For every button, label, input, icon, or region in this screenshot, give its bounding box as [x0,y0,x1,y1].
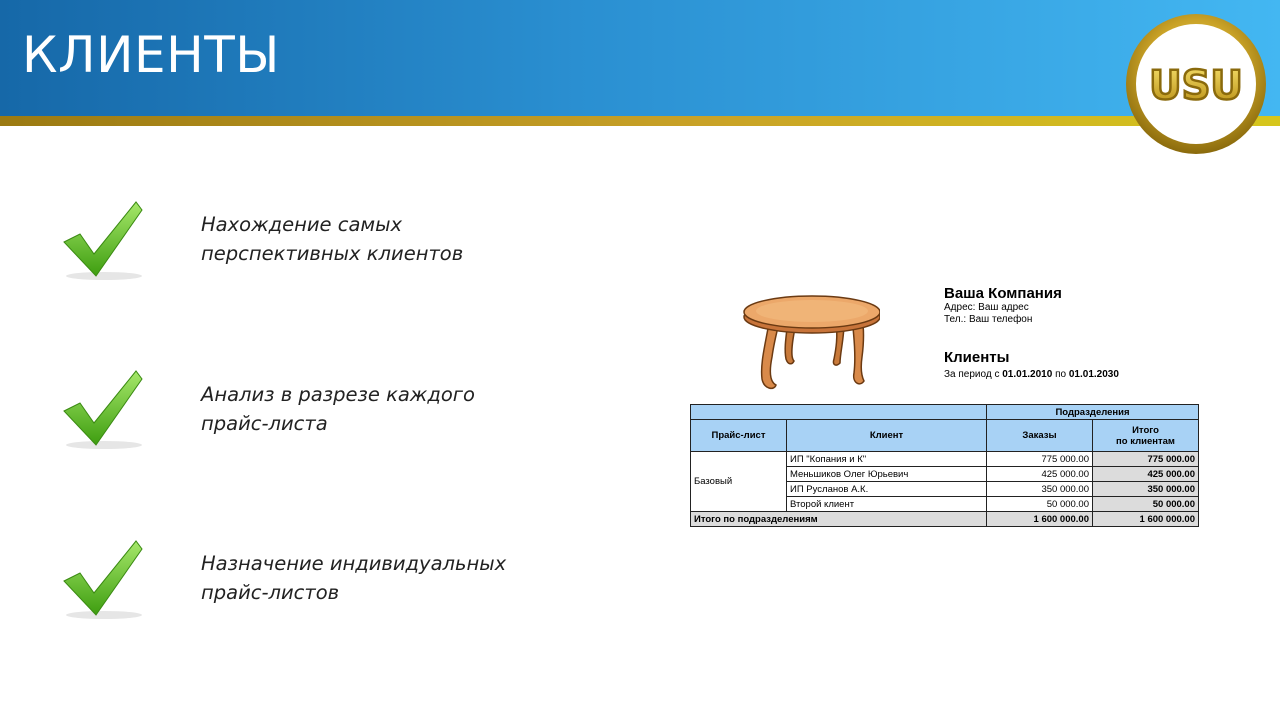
checkmark-icon [58,200,150,286]
period-prefix: За период с [944,369,1000,380]
feature-line: перспективных клиентов [201,242,464,265]
header-total-line1: Итого [1132,424,1159,436]
table-row [691,452,1199,467]
table-header-row [691,420,1199,452]
header-empty [691,405,987,420]
cell-client: Второй клиент [787,497,987,512]
company-phone: Тел.: Ваш телефон [944,314,1033,325]
feature-item [0,539,620,639]
company-name: Ваша Компания [944,285,1062,302]
cell-total: 775 000.00 [1093,452,1199,467]
report-title: Клиенты [944,349,1010,366]
feature-line: Назначение индивидуальных [201,552,507,575]
header-total [1093,420,1199,452]
usu-logo [1124,12,1268,156]
header-pricelist: Прайс-лист [691,420,787,452]
report-preview [690,283,1200,533]
page-title: КЛИЕНТЫ [22,26,280,84]
table-header-row [691,405,1199,420]
cell-client: Меньшиков Олег Юрьевич [787,467,987,482]
cell-total: 50 000.00 [1093,497,1199,512]
cell-total: 425 000.00 [1093,467,1199,482]
feature-text [201,549,601,607]
cell-orders: 775 000.00 [987,452,1093,467]
company-block [944,285,1062,326]
period-from: 01.01.2010 [1002,369,1053,380]
feature-line: прайс-листа [201,412,328,435]
header-client: Клиент [787,420,987,452]
feature-text [201,380,601,438]
cell-pricelist: Базовый [691,452,787,512]
feature-line: прайс-листов [201,581,340,604]
report-title-block [944,349,1119,380]
cell-orders: 50 000.00 [987,497,1093,512]
period-to: 01.01.2030 [1068,369,1119,380]
cell-client: ИП "Копания и К" [787,452,987,467]
cell-orders: 350 000.00 [987,482,1093,497]
period-mid: по [1055,369,1067,380]
sum-label: Итого по подразделениям [691,512,987,527]
feature-line: Нахождение самых [201,213,403,236]
header-orders: Заказы [987,420,1093,452]
header-group: Подразделения [987,405,1199,420]
table-furniture-icon [740,287,880,399]
table-sum-row [691,512,1199,527]
logo-text: USU [1149,63,1243,109]
clients-report-table [690,404,1199,527]
company-address: Адрес: Ваш адрес [944,302,1029,313]
checkmark-icon [58,369,150,455]
feature-item [0,369,620,469]
sum-total: 1 600 000.00 [1093,512,1199,527]
report-period [944,369,1119,380]
header-gold-band [0,116,1280,126]
feature-line: Анализ в разрезе каждого [201,383,475,406]
header-total-line2: по клиентам [1116,435,1175,447]
cell-total: 350 000.00 [1093,482,1199,497]
sum-orders: 1 600 000.00 [987,512,1093,527]
feature-text [201,210,601,268]
feature-item [0,200,620,300]
checkmark-icon [58,539,150,625]
cell-orders: 425 000.00 [987,467,1093,482]
cell-client: ИП Русланов А.К. [787,482,987,497]
